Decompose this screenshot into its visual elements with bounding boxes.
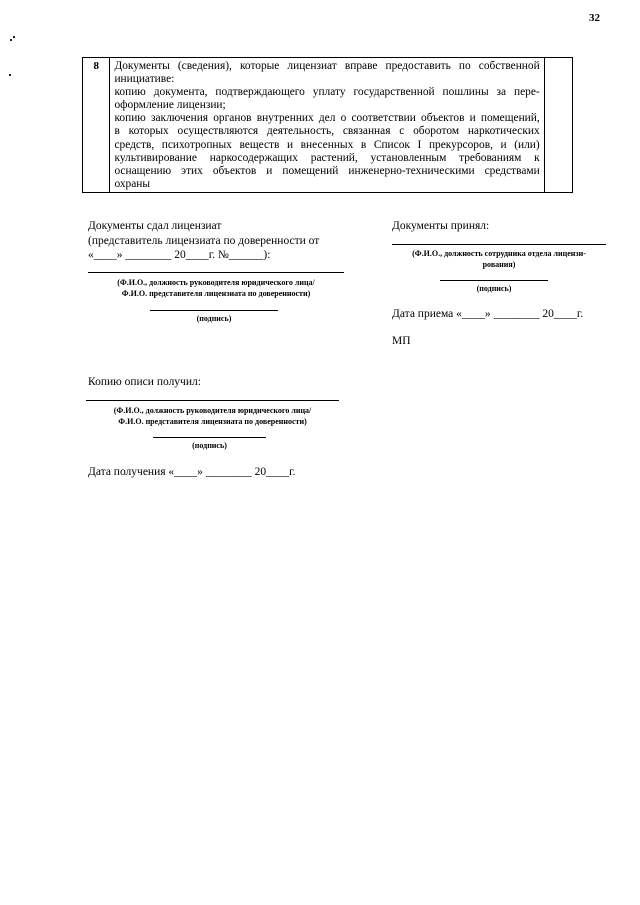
signature-line	[153, 437, 266, 438]
text-line: средств, психотропных веществ и внесенных в Список I прекурсоров, и (или)	[114, 138, 540, 151]
table-row	[83, 58, 573, 193]
name-signature-line	[392, 244, 606, 245]
caption-name: рования)	[482, 260, 516, 269]
documents-table	[82, 57, 573, 193]
scan-speck	[10, 39, 12, 41]
accepted-title: Документы принял:	[392, 220, 490, 232]
caption-name: (Ф.И.О., должность руководителя юридического лица/	[113, 406, 312, 415]
caption-name: (Ф.И.О., должность сотрудника отдела лицензи-	[412, 249, 586, 258]
text-line: Документы (сведения), которые лицензиат вправе предоставить по собственной	[114, 60, 540, 72]
text-line: оснащению этих объектов и помещений инженерно-техническими средствами	[114, 164, 540, 177]
name-signature-line	[88, 272, 344, 273]
paragraph	[114, 60, 539, 86]
paragraph	[114, 112, 539, 191]
text-line: инициативе:	[114, 73, 175, 86]
text-line: копию документа, подтверждающего уплату государственной пошлины за пере-	[114, 86, 540, 99]
empty-cell	[544, 58, 572, 193]
text-line: культивирование наркосодержащих растений, установленным требованиям к	[114, 151, 540, 164]
caption-name: (Ф.И.О., должность руководителя юридического лица/	[117, 278, 315, 287]
caption-signature: (подпись)	[192, 441, 227, 450]
caption-name: Ф.И.О. представителя лицензиата по доверенности)	[121, 289, 311, 298]
caption-signature: (подпись)	[196, 314, 232, 323]
caption-name: Ф.И.О. представителя лицензиата по доверенности)	[118, 417, 307, 426]
submitted-date-line: «____» ________ 20____г. №______):	[88, 249, 271, 261]
row-description	[110, 58, 544, 193]
copy-received-title: Копию описи получил:	[88, 376, 201, 388]
submitted-title: Документы сдал лицензиат	[88, 220, 222, 232]
signature-line	[150, 310, 278, 311]
copy-date-line: Дата получения «____» ________ 20____г.	[88, 466, 296, 478]
submitted-subtitle: (представитель лицензиата по доверенности от	[88, 235, 320, 247]
name-signature-line	[86, 400, 339, 401]
scan-speck	[13, 36, 15, 38]
caption-signature: (подпись)	[476, 284, 512, 293]
text-line: в которых осуществляются деятельность, связанная с оборотом наркотических	[114, 125, 540, 138]
stamp-place: МП	[392, 335, 411, 347]
paragraph	[114, 86, 539, 112]
text-line: охраны	[114, 177, 151, 190]
page-number: 32	[589, 12, 600, 24]
row-number: 8	[83, 58, 110, 193]
signature-line	[440, 280, 548, 281]
text-line: оформление лицензии;	[114, 99, 226, 112]
receipt-date-line: Дата приема «____» ________ 20____г.	[392, 308, 584, 320]
text-line: копию заключения органов внутренних дел о соответствии объектов и помещений,	[114, 112, 540, 125]
scan-speck	[9, 74, 11, 76]
